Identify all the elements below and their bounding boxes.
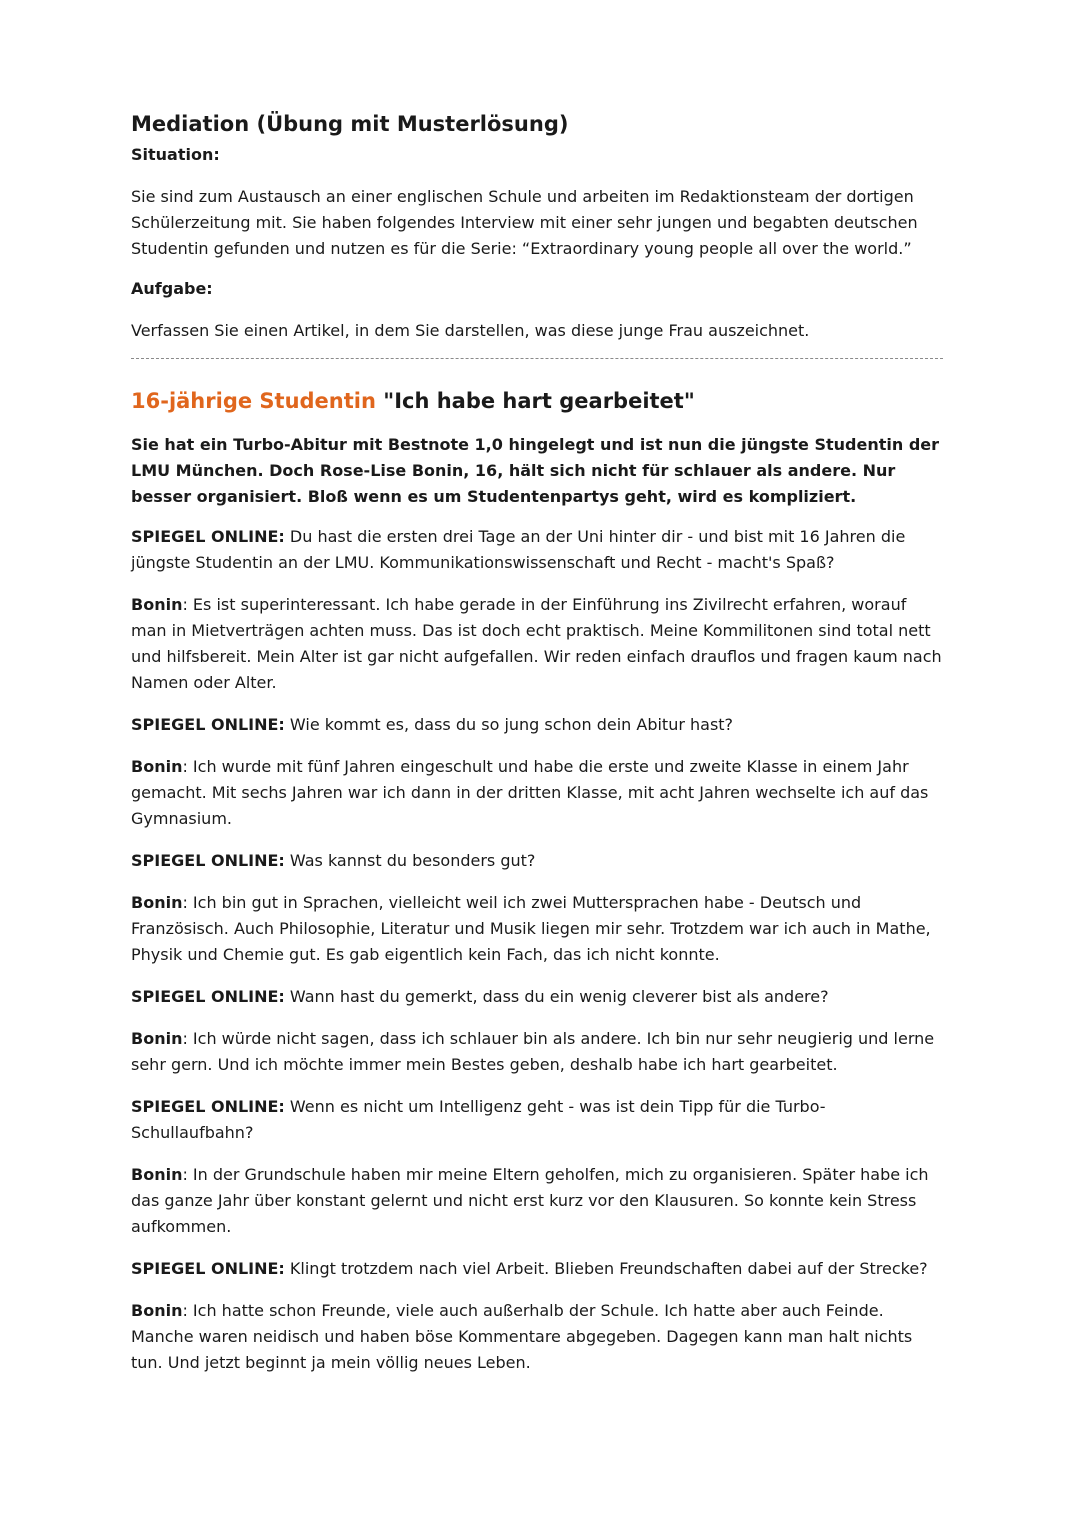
speaker-label: Bonin [131,893,183,913]
section-divider [131,358,943,359]
speaker-label: SPIEGEL ONLINE: [131,987,285,1007]
interview-paragraph [131,754,946,832]
speaker-label: Bonin [131,757,183,777]
situation-label: Situation: [131,145,220,164]
article-lead: Sie hat ein Turbo-Abitur mit Bestnote 1,0 hingelegt und ist nun die jüngste Studentin der LMU München. Doch Rose-Lise Bonin, 16, hält sich nicht für schlauer als andere. Nur besser organisiert. Bloß wenn es um Studentenpartys geht, wird es kompliziert. [131,435,940,507]
interview-text: : Ich würde nicht sagen, dass ich schlauer bin als andere. Ich bin nur sehr neugierig und lerne sehr gern. Und ich möchte immer mein Bestes geben, deshalb habe ich hart gearbeitet. [131,1029,935,1075]
speaker-label: SPIEGEL ONLINE: [131,715,285,735]
interview-text: : Ich wurde mit fünf Jahren eingeschult und habe die erste und zweite Klasse in einem Jahr gemacht. Mit sechs Jahren war ich dann in der dritten Klasse, mit acht Jahren wechselte ich auf das Gymnasium. [131,757,929,829]
interview-paragraph [131,712,946,738]
interview-text: Wie kommt es, dass du so jung schon dein Abitur hast? [284,715,734,735]
article-title [131,387,946,415]
interview-text: : Es ist superinteressant. Ich habe gerade in der Einführung ins Zivilrecht erfahren, worauf man in Mietverträgen achten muss. Das ist doch echt praktisch. Meine Kommilitonen sind total nett und hilfsbereit. Mein Alter ist gar nicht aufgefallen. Wir reden einfach drauflos und fragen kaum nach Namen oder Alter. [131,595,942,693]
interview-text: : Ich bin gut in Sprachen, vielleicht weil ich zwei Muttersprachen habe - Deutsch und Französisch. Auch Philosophie, Literatur und Musik liegen mir sehr. Trotzdem war ich auch in Mathe, Physik und Chemie gut. Es gab eigentlich kein Fach, das ich nicht konnte. [131,893,931,965]
interview-paragraph [131,1256,946,1282]
interview-paragraph [131,1162,946,1240]
interview-paragraph [131,1094,946,1146]
speaker-label: SPIEGEL ONLINE: [131,1097,285,1117]
interview-paragraph [131,984,946,1010]
interview-paragraph [131,592,946,696]
interview-text: : In der Grundschule haben mir meine Eltern geholfen, mich zu organisieren. Später habe ich das ganze Jahr über konstant gelernt und nicht erst kurz vor den Klausuren. So konnte kein Stress aufkommen. [131,1165,929,1237]
interview-text: Klingt trotzdem nach viel Arbeit. Blieben Freundschaften dabei auf der Strecke? [284,1259,928,1279]
article-title-accent: 16-jährige Studentin [131,389,376,413]
interview-paragraph [131,1026,946,1078]
interview-paragraph [131,524,946,576]
speaker-label: Bonin [131,1301,183,1321]
interview-paragraph [131,1298,946,1376]
situation-text: Sie sind zum Austausch an einer englischen Schule und arbeiten im Redaktionsteam der dortigen Schülerzeitung mit. Sie haben folgendes Interview mit einer sehr jungen und begabten deutschen Studentin gefunden und nutzen es für die Serie: “Extraordinary young people all over the world.” [131,187,918,258]
speaker-label: SPIEGEL ONLINE: [131,527,285,547]
speaker-label: SPIEGEL ONLINE: [131,851,285,871]
interview-text: Wann hast du gemerkt, dass du ein wenig cleverer bist als andere? [284,987,829,1007]
task-label: Aufgabe: [131,279,213,298]
interview-text: Du hast die ersten drei Tage an der Uni hinter dir - und bist mit 16 Jahren die jüngste Studentin an der LMU. Kommunikationswissenschaft und Recht - macht's Spaß? [131,527,906,573]
interview-text: Was kannst du besonders gut? [284,851,536,871]
interview-paragraph [131,890,946,968]
interview-paragraph [131,848,946,874]
speaker-label: Bonin [131,1029,183,1049]
article-title-quote: "Ich habe hart gearbeitet" [375,389,695,413]
speaker-label: Bonin [131,595,183,615]
task-text: Verfassen Sie einen Artikel, in dem Sie darstellen, was diese junge Frau auszeichnet. [131,321,810,340]
interview-text: : Ich hatte schon Freunde, viele auch außerhalb der Schule. Ich hatte aber auch Feinde. Manche waren neidisch und haben böse Kommentare abgegeben. Dagegen kann man halt nichts tun. Und jetzt beginnt ja mein völlig neues Leben. [131,1301,913,1373]
document-title: Mediation (Übung mit Musterlösung) [131,112,569,136]
speaker-label: Bonin [131,1165,183,1185]
speaker-label: SPIEGEL ONLINE: [131,1259,285,1279]
interview-text: Wenn es nicht um Intelligenz geht - was ist dein Tipp für die Turbo-Schullaufbahn? [131,1097,826,1143]
document-page [131,110,946,1392]
interview [131,524,946,1376]
